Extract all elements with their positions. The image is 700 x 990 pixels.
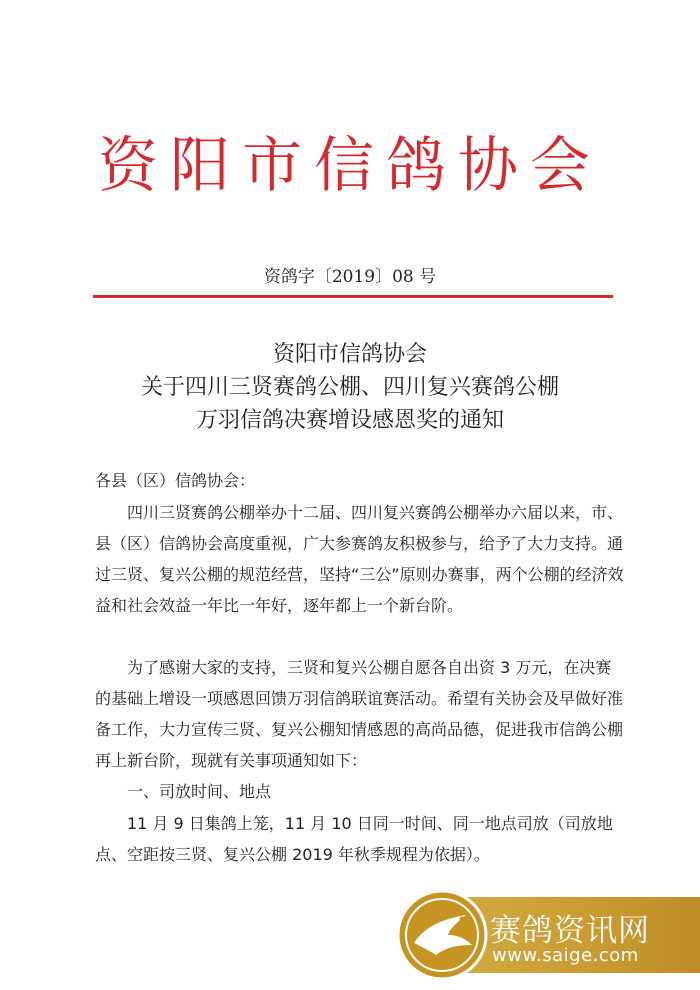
org-title: 资阳市信鸽协会	[98, 131, 602, 201]
watermark-site-url: www.saige.com	[492, 945, 639, 966]
red-divider	[93, 295, 613, 298]
paragraph-1: 四川三贤赛鸽公棚举办十二届、四川复兴赛鸽公棚举办六届以来，市、县（区）信鸽协会高度重视，广大参赛鸽友积极参与，给予了大力支持。通过三贤、复兴公棚的规范经营，坚持“三公”原则办赛事，两个公棚的经济效益和社会效益一年比一年好，逐年都上一个新台阶。	[95, 503, 624, 615]
paragraph-2: 为了感谢大家的支持，三贤和复兴公棚自愿各自出资 3 万元，在决赛的基础上增设一项感恩回馈万羽信鸽联谊赛活动。希望有关协会及早做好准备工作，大力宣传三贤、复兴公棚知情感恩的高尚品德，促进我市信鸽公棚再上新台阶，现就有关事项通知如下：	[95, 658, 624, 770]
site-watermark	[392, 885, 700, 985]
watermark-site-name: 赛鸽资讯网	[490, 913, 650, 949]
doc-number: 资鸽字〔2019〕08 号	[263, 267, 437, 287]
notice-title-line3: 万羽信鸽决赛增设感恩奖的通知	[195, 408, 504, 433]
section-1-text: 11 月 9 日集鸽上笼，11 月 10 日同一时间、同一地点司放（司放地点、空距按三贤、复兴公棚 2019 年秋季规程为依据）。	[95, 814, 613, 864]
salutation: 各县（区）信鸽协会：	[95, 471, 256, 490]
notice-title-line1: 资阳市信鸽协会	[272, 342, 427, 367]
notice-title-line2: 关于四川三贤赛鸽公棚、四川复兴赛鸽公棚	[140, 375, 559, 400]
pigeon-logo-icon	[392, 885, 492, 985]
section-1-heading: 一、司放时间、地点	[127, 782, 272, 801]
